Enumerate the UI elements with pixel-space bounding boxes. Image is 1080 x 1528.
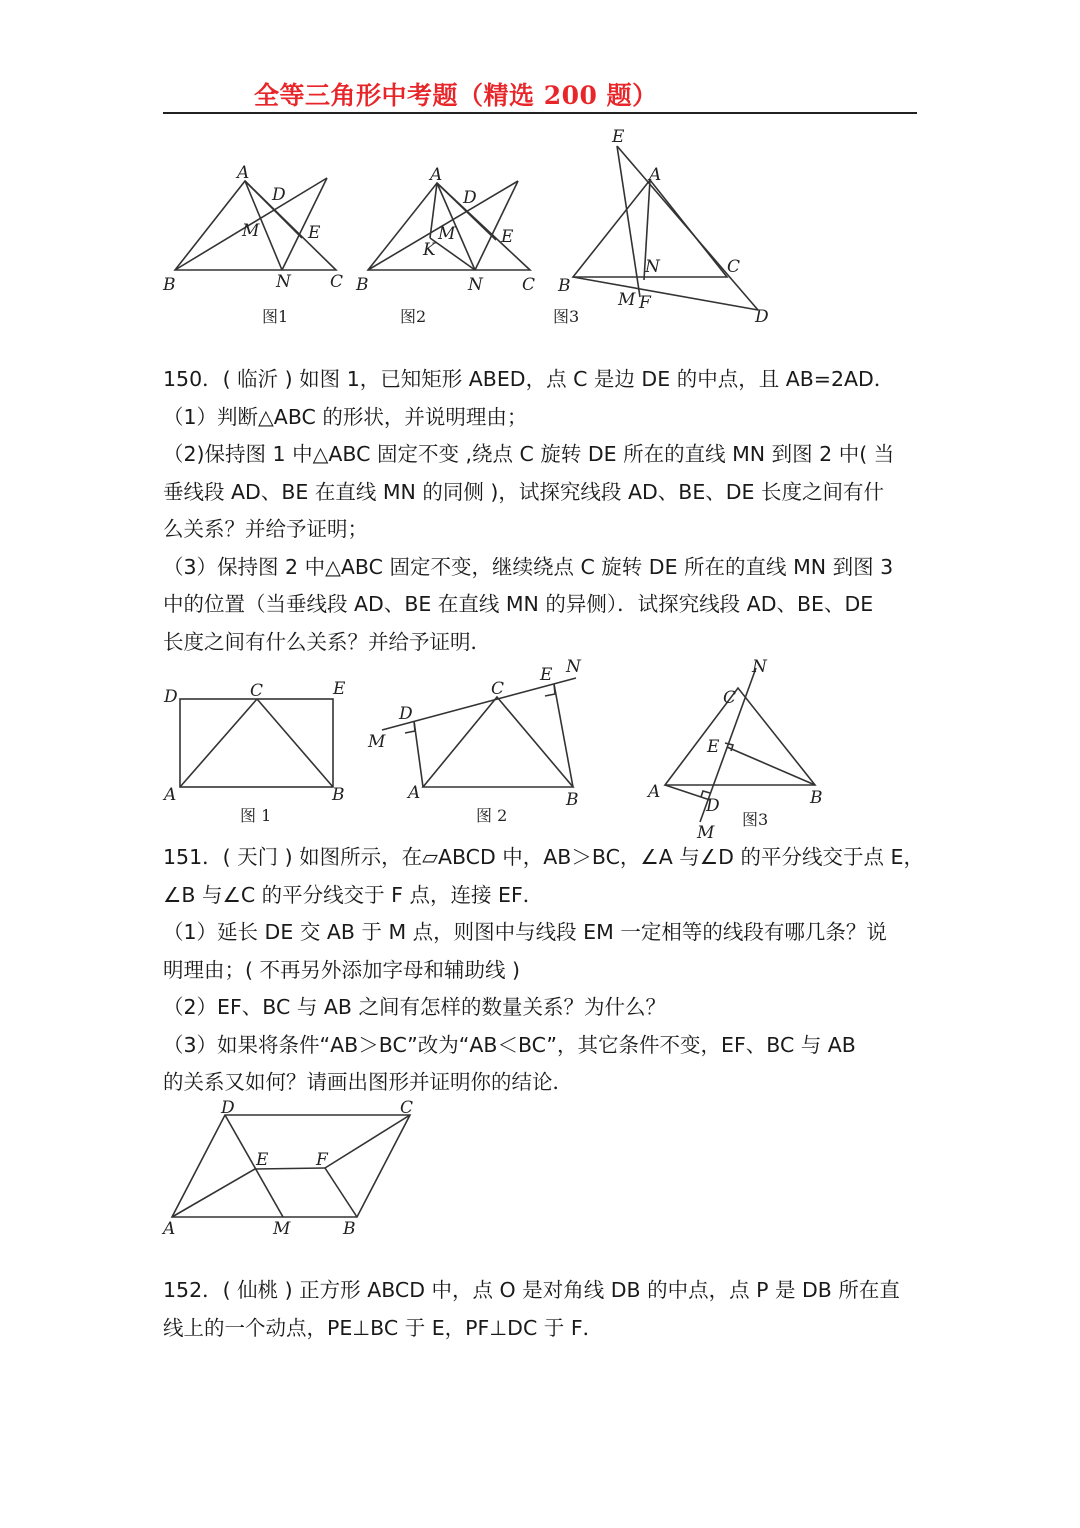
label-c: C xyxy=(330,272,344,292)
segment-ac xyxy=(180,699,257,787)
label-d: D xyxy=(399,704,413,724)
header-rule xyxy=(163,112,917,114)
label-b: B xyxy=(163,275,176,295)
top-figure-2 xyxy=(350,160,550,330)
problem-151-line: （1）延长 DE 交 AB 于 M 点，则图中与线段 EM 一定相等的线段有哪几条？说 xyxy=(163,920,887,944)
triangle-abc xyxy=(665,688,815,785)
label-f: F xyxy=(316,1150,328,1170)
label-m: M xyxy=(368,732,386,752)
label-c: C xyxy=(522,275,536,295)
problem-151-line: 151．( 天门 ) 如图所示，在▱ABCD 中，AB＞BC，∠A 与∠D 的平分线交于点 E， xyxy=(163,845,924,869)
label-c: C xyxy=(491,679,505,699)
segment-be xyxy=(554,684,573,787)
caption-fig3: 图3 xyxy=(553,307,580,326)
label-e: E xyxy=(501,227,514,247)
p151-figure xyxy=(155,1090,425,1250)
page-title: 全等三角形中考题（精选 200 题） xyxy=(254,81,658,110)
label-a: A xyxy=(649,165,662,185)
label-m: M xyxy=(438,224,456,244)
segment-dm xyxy=(225,1115,283,1217)
label-b: B xyxy=(810,788,823,808)
label-a: A xyxy=(237,163,250,183)
problem-151-line: 的关系又如何？请画出图形并证明你的结论． xyxy=(163,1070,573,1094)
parallelogram-abcd xyxy=(172,1115,410,1217)
problem-150-line: （1）判断△ABC 的形状，并说明理由； xyxy=(163,404,528,429)
label-n: N xyxy=(645,257,660,277)
label-c: C xyxy=(723,688,737,708)
problem-151-line: 明理由；( 不再另外添加字母和辅助线 ) xyxy=(163,957,521,982)
label-n: N xyxy=(752,657,767,677)
label-n: N xyxy=(468,275,483,295)
label-n: N xyxy=(566,657,581,677)
label-e: E xyxy=(333,679,346,699)
label-b: B xyxy=(356,275,369,295)
label-a: A xyxy=(163,1219,176,1239)
label-d: D xyxy=(706,796,720,816)
label-m: M xyxy=(273,1219,291,1239)
label-e: E xyxy=(256,1150,269,1170)
label-m: M xyxy=(697,823,715,843)
problem-150-line: （3）保持图 2 中△ABC 固定不变，继续绕点 C 旋转 DE 所在的直线 MN 到图 3 xyxy=(163,554,894,579)
problem-151-line: （2）EF、BC 与 AB 之间有怎样的数量关系？为什么？ xyxy=(163,995,666,1019)
label-b: B xyxy=(566,790,579,810)
label-k: K xyxy=(423,240,436,260)
problem-150-line: 150．( 临沂 ) 如图 1，已知矩形 ABED，点 C 是边 DE 的中点，且 AB=2AD． xyxy=(163,367,895,391)
label-b: B xyxy=(332,785,345,805)
label-b: B xyxy=(558,276,571,296)
segment-cf xyxy=(325,1115,410,1168)
label-c: C xyxy=(400,1098,414,1118)
problem-151 xyxy=(163,839,923,1102)
label-f: F xyxy=(639,293,651,313)
problem-150-line: 垂线段 AD、BE 在直线 MN 的同侧 )，试探究线段 AD、BE、DE 长度之间有什 xyxy=(163,479,885,504)
label-c: C xyxy=(727,257,741,277)
caption-p150-fig3: 图3 xyxy=(742,810,769,829)
label-a: A xyxy=(408,783,421,803)
caption-p150-fig1: 图 1 xyxy=(240,806,272,825)
label-d: D xyxy=(164,687,178,707)
problem-152-line: 152．( 仙桃 ) 正方形 ABCD 中，点 O 是对角线 DB 的中点，点 P 是 DB 所在直 xyxy=(163,1278,900,1302)
label-e: E xyxy=(707,737,720,757)
problem-152 xyxy=(163,1272,923,1347)
label-c: C xyxy=(250,681,264,701)
label-d: D xyxy=(221,1098,235,1118)
p150-figure-1 xyxy=(155,670,365,830)
p150-figure-2 xyxy=(362,655,592,830)
segment-bf xyxy=(325,1168,357,1217)
label-d: D xyxy=(463,188,477,208)
problem-150-line: 么关系？并给予证明； xyxy=(163,517,368,541)
label-m: M xyxy=(618,290,636,310)
label-a: A xyxy=(430,165,443,185)
label-m: M xyxy=(242,221,260,241)
label-b: B xyxy=(343,1219,356,1239)
label-n: N xyxy=(276,272,291,292)
problem-150-line: （2)保持图 1 中△ABC 固定不变 ,绕点 C 旋转 DE 所在的直线 MN 到图 2 中( 当 xyxy=(163,442,895,466)
triangle-abc xyxy=(423,697,573,787)
label-d: D xyxy=(272,185,286,205)
p150-figure-3 xyxy=(640,655,840,845)
segment-bc xyxy=(257,699,333,787)
label-e: E xyxy=(540,665,553,685)
problem-151-line: ∠B 与∠C 的平分线交于 F 点，连接 EF． xyxy=(163,882,544,907)
label-a: A xyxy=(648,782,661,802)
problem-150-line: 长度之间有什么关系？并给予证明． xyxy=(163,629,491,654)
problem-152-line: 线上的一个动点，PE⊥BC 于 E，PF⊥DC 于 F． xyxy=(163,1315,604,1340)
caption-p150-fig2: 图 2 xyxy=(476,806,508,825)
caption-fig1: 图1 xyxy=(262,307,289,326)
segment-bd xyxy=(573,277,758,310)
segment-be xyxy=(727,747,815,785)
label-a: A xyxy=(164,785,177,805)
rectangle-abed xyxy=(180,699,333,787)
problem-151-line: （3）如果将条件“AB＞BC”改为“AB＜BC”，其它条件不变，EF、BC 与 AB xyxy=(163,1032,856,1057)
problem-150 xyxy=(163,361,923,661)
caption-fig2: 图2 xyxy=(400,307,427,326)
top-figure-1 xyxy=(150,160,350,330)
label-d: D xyxy=(755,307,769,327)
label-e: E xyxy=(612,127,625,147)
label-e: E xyxy=(308,223,321,243)
problem-150-line: 中的位置（当垂线段 AD、BE 在直线 MN 的异侧）．试探究线段 AD、BE、DE xyxy=(163,592,874,616)
top-figure-3 xyxy=(550,120,780,330)
